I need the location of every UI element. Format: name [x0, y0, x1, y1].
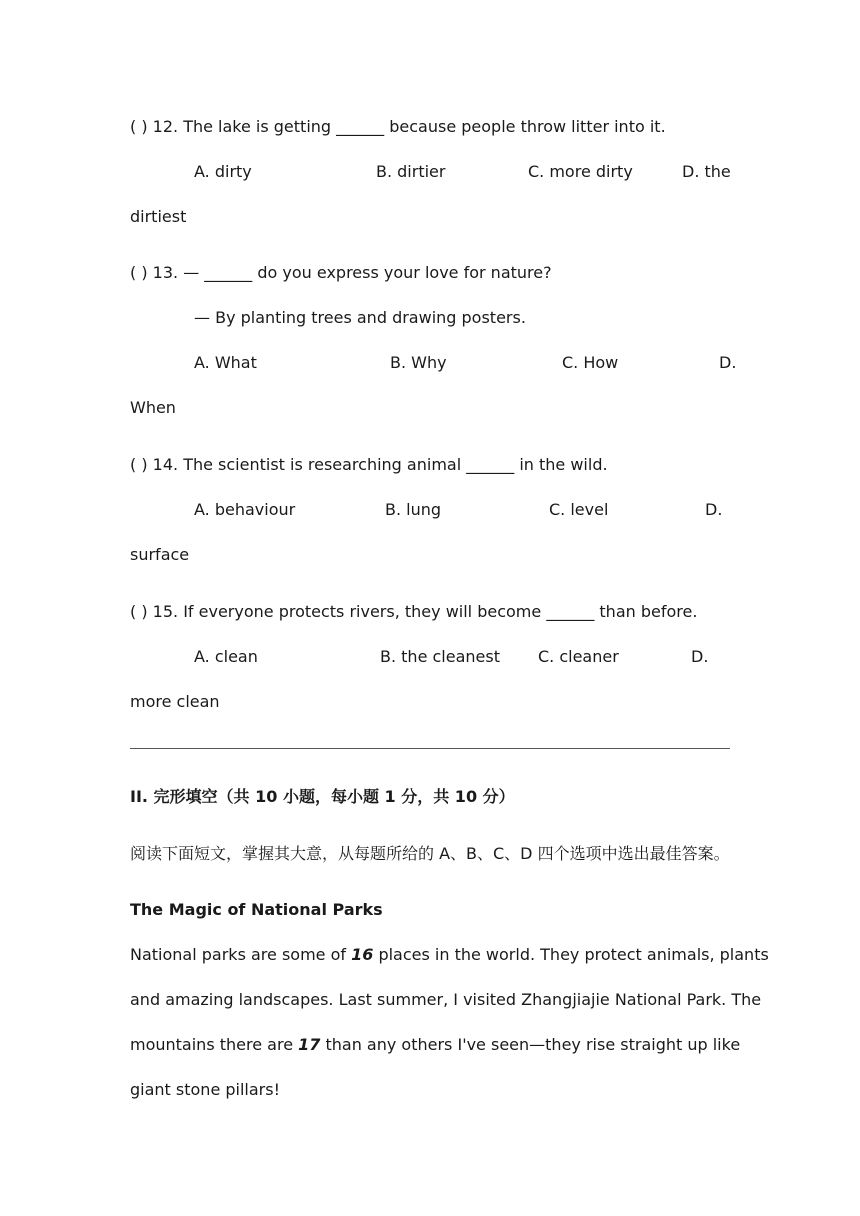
blank-17: 17	[298, 1035, 321, 1054]
question-14-option-b: B. lung	[385, 500, 442, 519]
question-12-option-a: A. dirty	[194, 162, 252, 181]
question-15-option-b: B. the cleanest	[380, 647, 500, 666]
blank-16: 16	[351, 945, 374, 964]
question-15-option-c: C. cleaner	[538, 647, 619, 666]
question-14-option-c: C. level	[549, 500, 609, 519]
section-2-heading: II. 完形填空（共 10 小题，每小题 1 分，共 10 分）	[130, 787, 515, 806]
question-13-option-d-wrap: When	[130, 398, 176, 417]
passage-line-3	[130, 1035, 740, 1055]
question-13-option-c: C. How	[562, 353, 619, 372]
question-15-option-d: D.	[691, 647, 709, 666]
passage-line-1	[130, 945, 769, 965]
question-15-stem: ( ) 15. If everyone protects rivers, they will become ______ than before.	[130, 602, 698, 621]
passage-line-1-end: places in the world. They protect animals, plants	[373, 945, 769, 964]
question-12-stem: ( ) 12. The lake is getting ______ because people throw litter into it.	[130, 117, 666, 136]
question-13-option-a: A. What	[194, 353, 257, 372]
passage-title: The Magic of National Parks	[130, 900, 383, 919]
question-12-option-c: C. more dirty	[528, 162, 633, 181]
question-14-option-a: A. behaviour	[194, 500, 296, 519]
question-13-reply: — By planting trees and drawing posters.	[194, 308, 526, 327]
passage-line-1-start: National parks are some of	[130, 945, 352, 964]
question-13-stem: ( ) 13. — ______ do you express your love for nature?	[130, 263, 552, 282]
question-12-option-b: B. dirtier	[376, 162, 446, 181]
passage-line-4: giant stone pillars!	[130, 1080, 280, 1099]
question-15-option-d-wrap: more clean	[130, 692, 220, 711]
question-13-option-d: D.	[719, 353, 737, 372]
passage-line-3-start: mountains there are	[130, 1035, 299, 1054]
question-15-option-a: A. clean	[194, 647, 258, 666]
question-14-stem: ( ) 14. The scientist is researching animal ______ in the wild.	[130, 455, 608, 474]
passage-line-3-end: than any others I've seen—they rise straight up like	[320, 1035, 741, 1054]
question-12-option-d: D. the	[682, 162, 731, 181]
question-13-option-b: B. Why	[390, 353, 447, 372]
question-12-option-d-wrap: dirtiest	[130, 207, 187, 226]
passage-line-2: and amazing landscapes. Last summer, I visited Zhangjiajie National Park. The	[130, 990, 762, 1009]
question-14-option-d: D.	[705, 500, 723, 519]
section-2-instruction: 阅读下面短文，掌握其大意，从每题所给的 A、B、C、D 四个选项中选出最佳答案。	[130, 844, 730, 863]
section-divider	[130, 748, 730, 749]
question-14-option-d-wrap: surface	[130, 545, 190, 564]
